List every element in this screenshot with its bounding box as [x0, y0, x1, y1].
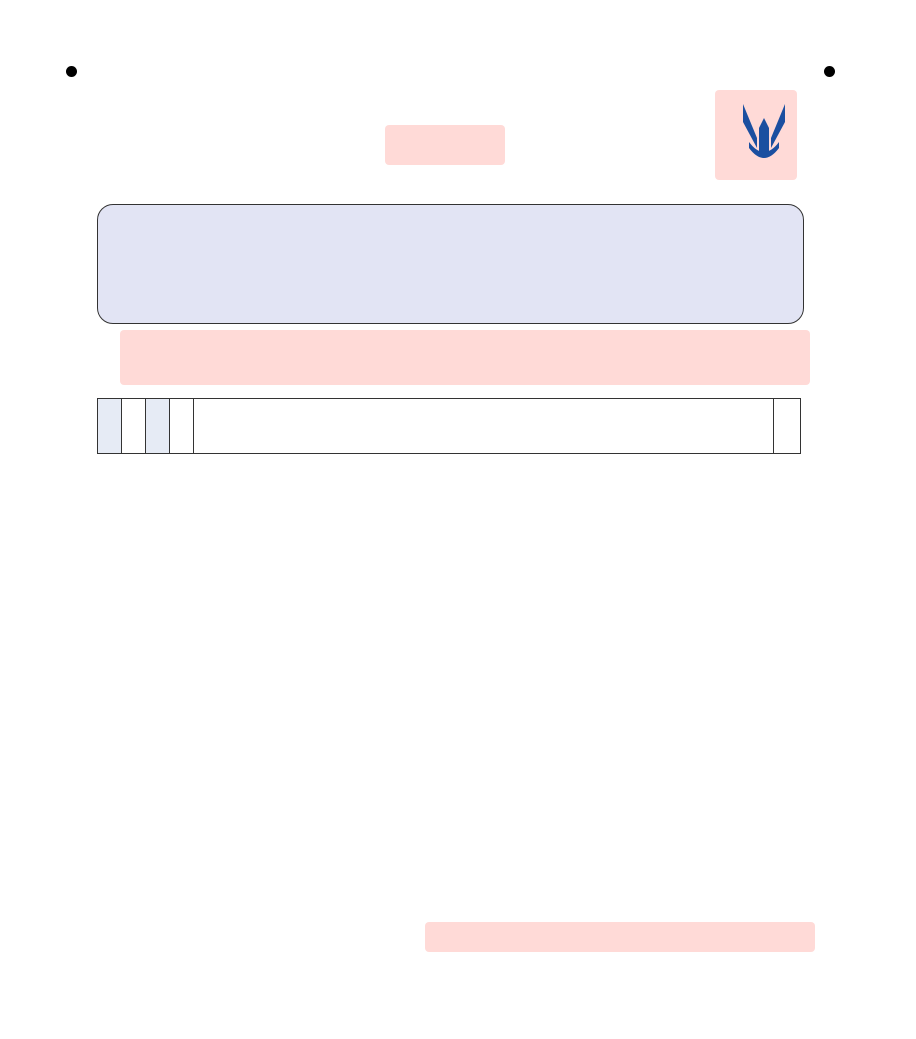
opt-header-weak [98, 399, 122, 454]
title-highlight [385, 125, 505, 165]
opt-header-excellent [170, 399, 194, 454]
col-factor-header [194, 399, 774, 454]
opt-header-average [122, 399, 146, 454]
col-row-header [774, 399, 801, 454]
options-highlight [120, 330, 810, 385]
evaluation-table [97, 398, 801, 454]
university-logo-icon [735, 98, 793, 170]
corner-dot [66, 66, 77, 77]
corner-dot [824, 66, 835, 77]
opt-header-good [146, 399, 170, 454]
table-header-row [98, 399, 801, 454]
message-box [97, 204, 804, 324]
footer-highlight [425, 922, 815, 952]
